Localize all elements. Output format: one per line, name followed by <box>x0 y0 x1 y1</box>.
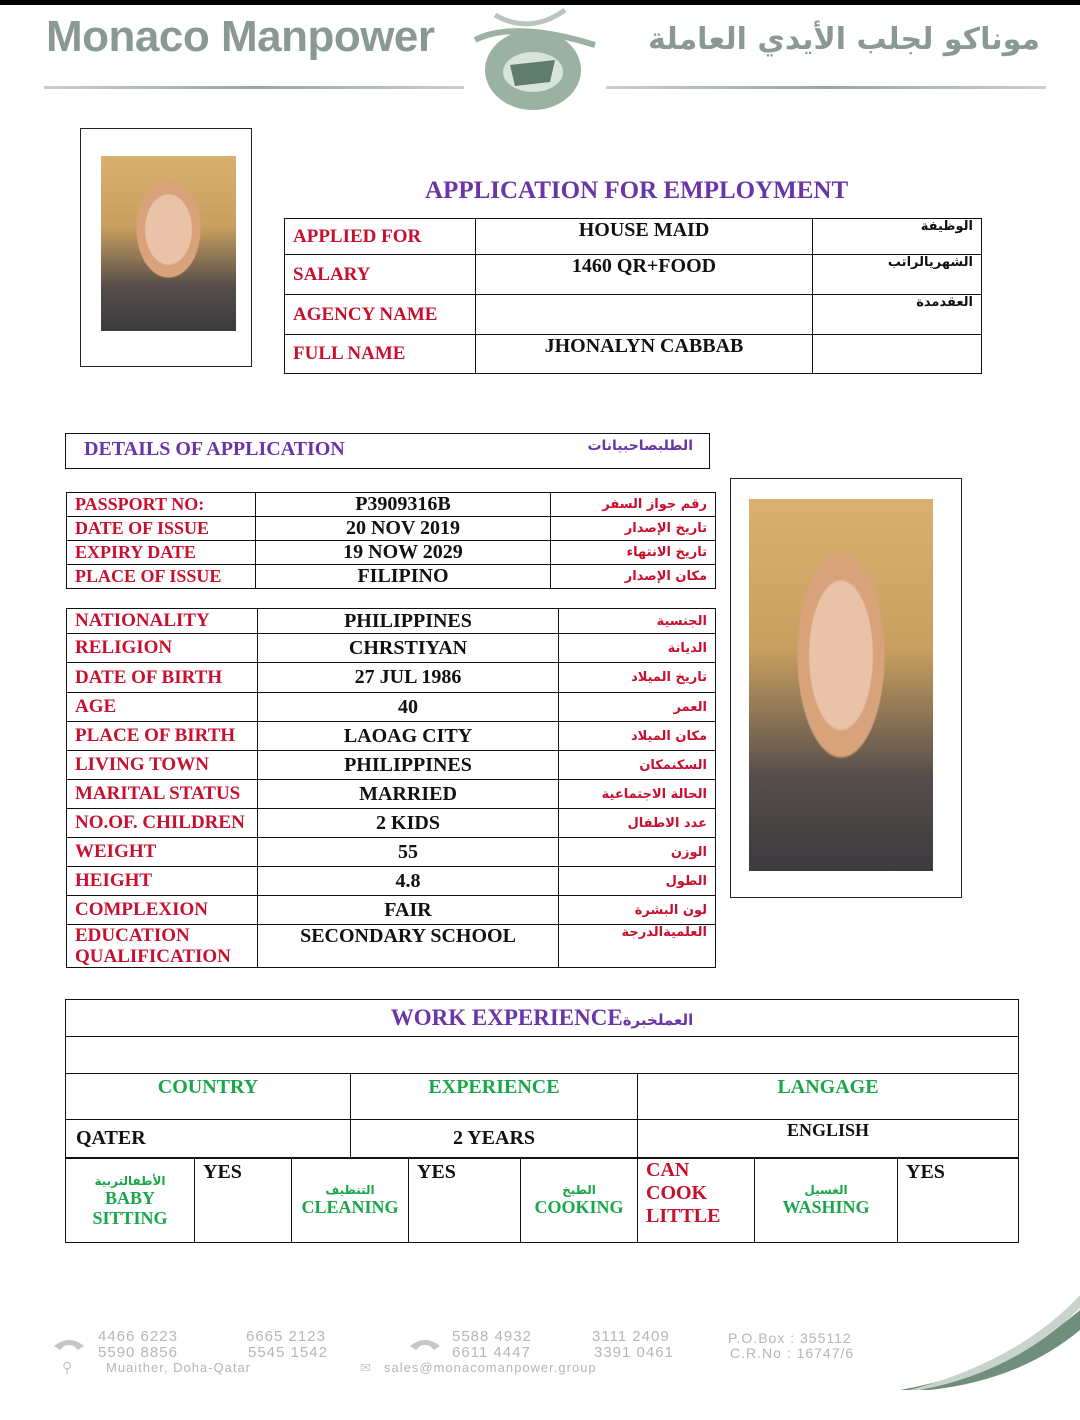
row-label-arabic: الحالة الاجتماعية <box>559 780 716 809</box>
table-row <box>285 335 982 374</box>
row-label: NO.OF. CHILDREN <box>67 809 258 838</box>
row-label-arabic: العقدمدة <box>813 295 982 335</box>
footer-phone: 3391 0461 <box>594 1344 674 1361</box>
skill-answer: CAN COOK LITTLE <box>638 1159 755 1243</box>
row-label: WEIGHT <box>67 838 258 867</box>
company-logo-icon <box>455 0 605 120</box>
row-label: DATE OF ISSUE <box>67 517 256 541</box>
table-row <box>67 867 716 896</box>
table-row <box>67 896 716 925</box>
row-label: HEIGHT <box>67 867 258 896</box>
row-value: 4.8 <box>258 867 559 896</box>
applicant-photo-frame-large <box>730 478 962 898</box>
row-value: P3909316B <box>256 493 551 517</box>
row-label-arabic: تاريخ الانتهاء <box>551 541 716 565</box>
row-value: FAIR <box>258 896 559 925</box>
table-row <box>67 517 716 541</box>
application-table <box>284 218 982 374</box>
row-value: SECONDARY SCHOOL <box>258 925 559 968</box>
row-label-arabic: تاريخ الإصدار <box>551 517 716 541</box>
table-row <box>67 541 716 565</box>
row-label: PLACE OF ISSUE <box>67 565 256 589</box>
brand-name-english: Monaco Manpower <box>46 12 435 61</box>
skill-cleaning <box>292 1159 409 1243</box>
row-value: MARRIED <box>258 780 559 809</box>
skills-table <box>65 1158 1019 1243</box>
row-value: 2 KIDS <box>258 809 559 838</box>
row-value: PHILIPPINES <box>258 751 559 780</box>
table-row <box>67 634 716 663</box>
row-label: SALARY <box>285 255 476 295</box>
phone-icon <box>408 1336 442 1361</box>
header-rule-right <box>606 86 1046 89</box>
row-label: RELIGION <box>67 634 258 663</box>
row-value: PHILIPPINES <box>258 609 559 634</box>
row-label-arabic: العمر <box>559 693 716 722</box>
skill-cooking <box>521 1159 638 1243</box>
work-title-cell <box>66 1000 1019 1037</box>
experience-value: 2 YEARS <box>351 1120 638 1158</box>
table-row <box>66 1120 1019 1158</box>
col-language: LANGAGE <box>638 1074 1019 1120</box>
skill-arabic: التنظيف <box>325 1183 375 1197</box>
row-value: LAOAG CITY <box>258 722 559 751</box>
row-label: AGE <box>67 693 258 722</box>
row-value: FILIPINO <box>256 565 551 589</box>
row-label: PLACE OF BIRTH <box>67 722 258 751</box>
details-title-arabic: الطلبصاحبيانات <box>587 438 693 454</box>
table-row <box>67 609 716 634</box>
table-row <box>66 1037 1019 1074</box>
row-label: EXPIRY DATE <box>67 541 256 565</box>
language-value: ENGLISH <box>638 1120 1019 1158</box>
footer-cr: C.R.No : 16747/6 <box>730 1345 855 1361</box>
work-experience-table <box>65 999 1019 1158</box>
row-label: LIVING TOWN <box>67 751 258 780</box>
row-label: PASSPORT NO: <box>67 493 256 517</box>
skill-english: BABY SITTING <box>92 1187 168 1228</box>
row-label-arabic: مكان الإصدار <box>551 565 716 589</box>
details-title: DETAILS OF APPLICATION <box>84 438 345 460</box>
row-label-arabic: مكان الميلاد <box>559 722 716 751</box>
row-label: MARITAL STATUS <box>67 780 258 809</box>
skill-arabic: الطبخ <box>562 1183 596 1197</box>
phone-icon <box>52 1336 86 1361</box>
table-row <box>285 295 982 335</box>
footer-email[interactable]: sales@monacomanpower.group <box>384 1360 597 1375</box>
table-row <box>66 1159 1019 1243</box>
footer-phone: 3111 2409 <box>592 1328 670 1345</box>
row-value <box>476 295 813 335</box>
personal-details-table <box>66 608 716 968</box>
row-label: APPLIED FOR <box>285 219 476 255</box>
skill-answer: YES <box>195 1159 292 1243</box>
col-country: COUNTRY <box>66 1074 351 1120</box>
footer-phone: 5545 1542 <box>248 1344 328 1361</box>
table-row <box>67 722 716 751</box>
brand-name-arabic: موناكو لجلب الأيدي العاملة <box>648 22 1040 57</box>
row-value: JHONALYN CABBAB <box>476 335 813 374</box>
row-label-arabic: العلميةالدرجة <box>559 925 716 968</box>
row-label-arabic: الجنسية <box>559 609 716 634</box>
row-label: COMPLEXION <box>67 896 258 925</box>
row-value: CHRSTIYAN <box>258 634 559 663</box>
work-title-arabic: العملخبرة <box>622 1011 694 1029</box>
header-rule-left <box>44 86 464 89</box>
table-row <box>67 751 716 780</box>
row-label: FULL NAME <box>285 335 476 374</box>
row-value: 20 NOV 2019 <box>256 517 551 541</box>
table-row <box>67 565 716 589</box>
row-value: 55 <box>258 838 559 867</box>
row-label-arabic: لون البشرة <box>559 896 716 925</box>
skill-answer: YES <box>409 1159 521 1243</box>
row-value: 27 JUL 1986 <box>258 663 559 693</box>
row-label-arabic: الطول <box>559 867 716 896</box>
table-row <box>67 809 716 838</box>
footer-pobox: P.O.Box : 355112 <box>728 1330 852 1346</box>
skill-english: COOKING <box>534 1197 624 1217</box>
footer-address: Muaither, Doha-Qatar <box>106 1360 252 1375</box>
applicant-photo-large <box>749 499 933 871</box>
row-value: 40 <box>258 693 559 722</box>
row-label-arabic: الوظيفة <box>813 219 982 255</box>
application-title: APPLICATION FOR EMPLOYMENT <box>425 177 849 204</box>
passport-table <box>66 492 716 589</box>
row-label: AGENCY NAME <box>285 295 476 335</box>
row-label: DATE OF BIRTH <box>67 663 258 693</box>
skill-arabic: الأطفالتربية <box>94 1173 166 1188</box>
row-label-arabic: الوزن <box>559 838 716 867</box>
applicant-photo-frame-small <box>80 128 252 367</box>
row-label-arabic: الشهريالراتب <box>813 255 982 295</box>
footer-phone: 6665 2123 <box>246 1328 326 1345</box>
row-label-arabic <box>813 335 982 374</box>
table-row <box>67 663 716 693</box>
row-value: 19 NOW 2029 <box>256 541 551 565</box>
footer-phone: 4466 6223 <box>98 1328 178 1345</box>
row-label-arabic: الديانة <box>559 634 716 663</box>
applicant-photo-small <box>101 156 236 331</box>
footer-phone: 6611 4447 <box>452 1344 531 1361</box>
country-value: QATER <box>66 1120 351 1158</box>
row-label-arabic: عدد الاطفال <box>559 809 716 838</box>
table-row <box>66 1074 1019 1120</box>
work-title: WORK EXPERIENCE <box>390 1005 623 1030</box>
skill-arabic: الغسيل <box>804 1183 848 1197</box>
row-value: HOUSE MAID <box>476 219 813 255</box>
table-row <box>285 255 982 295</box>
row-label: EDUCATION QUALIFICATION <box>67 925 258 968</box>
email-icon: ✉ <box>360 1360 371 1375</box>
location-pin-icon: ⚲ <box>62 1361 73 1376</box>
table-row <box>67 780 716 809</box>
skill-english: WASHING <box>782 1197 870 1217</box>
col-experience: EXPERIENCE <box>351 1074 638 1120</box>
footer-phone: 5590 8856 <box>98 1344 178 1361</box>
row-label-arabic: رقم جواز السفر <box>551 493 716 517</box>
table-row <box>67 838 716 867</box>
details-title-box <box>65 433 710 469</box>
row-value: 1460 QR+FOOD <box>476 255 813 295</box>
table-row <box>67 925 716 968</box>
skill-washing <box>755 1159 898 1243</box>
table-row <box>67 493 716 517</box>
blank-row <box>66 1037 1019 1074</box>
table-row <box>66 1000 1019 1037</box>
row-label-arabic: تاريخ الميلاد <box>559 663 716 693</box>
footer-corner-swoosh <box>900 1290 1080 1390</box>
skill-answer: YES <box>898 1159 1019 1243</box>
table-row <box>67 693 716 722</box>
row-label: NATIONALITY <box>67 609 258 634</box>
skill-baby-sitting <box>66 1159 195 1243</box>
table-row <box>285 219 982 255</box>
row-label-arabic: السكنمكان <box>559 751 716 780</box>
footer-phone: 5588 4932 <box>452 1328 532 1345</box>
skill-english: CLEANING <box>301 1197 399 1217</box>
